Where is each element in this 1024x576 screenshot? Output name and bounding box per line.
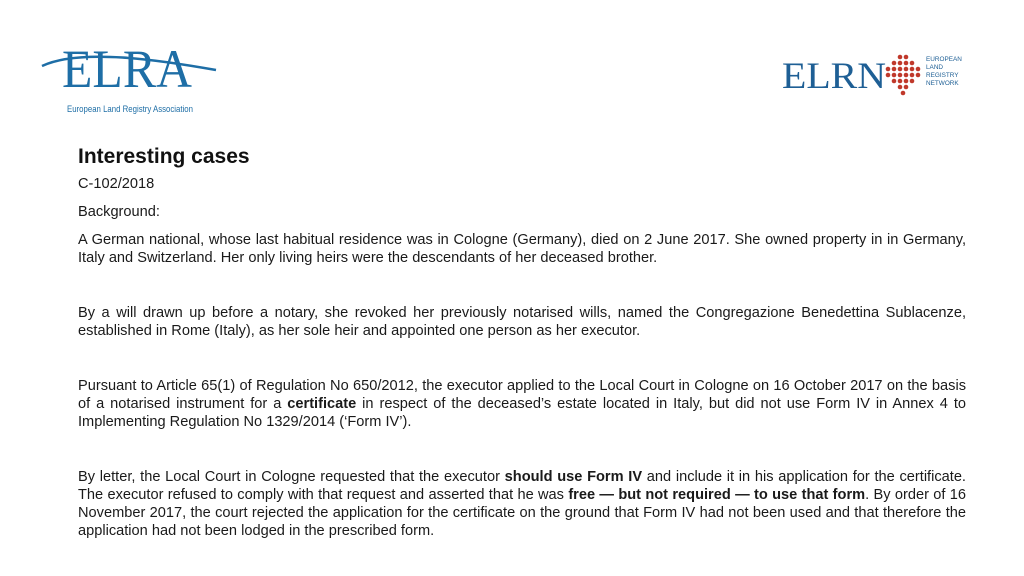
paragraph-3: Pursuant to Article 65(1) of Regulation No 650/2012, the executor applied to the Local Court in Cologne on 16 October 2017 on the basis of a notarised instrument for a certificate in respect of the deceased’s estate located in Italy, but did not use Form IV in Annex 4 to Implementing Regulation No 1329/2014 (‘Form IV’). [78,378,966,430]
background-label: Background: [78,204,160,220]
elrn-logo [782,50,972,98]
elrn-caption-4: NETWORK [926,80,959,87]
emphasis-certificate: certificate [287,396,357,412]
emphasis-free-not-required: free — but not required — to use that form [568,487,866,503]
elrn-caption-3: REGISTRY [926,72,959,79]
slide-title: Interesting cases [78,145,250,168]
case-number: C-102/2018 [78,176,155,192]
elra-mark: ELRA [62,39,192,99]
slide-content [78,143,966,540]
elrn-caption-2: LAND [926,64,944,71]
paragraph-4: By letter, the Local Court in Cologne requested that the executor should use Form IV and include it in his application for the certificate. The executor refused to comply with that request and asserted that he was free — but not required — to use that form. By order of 16 November 2017, the court rejected the application for the certificate on the ground that Form IV had not been used and that therefore the application had not been lodged in the prescribed form. [78,469,966,539]
paragraph-2: By a will drawn up before a notary, she revoked her previously notarised wills, named the Congregazione Benedettina Sublacenze, established in Rome (Italy), as her sole heir and appointed one person as her executor. [78,305,966,339]
elrn-mark: ELRN [782,56,886,97]
elra-caption: European Land Registry Association [67,104,193,115]
elra-logo [40,30,220,120]
elrn-caption-1: EUROPEAN [926,56,962,63]
emphasis-form-iv: should use Form IV [504,469,643,485]
paragraph-1: A German national, whose last habitual residence was in Cologne (Germany), died on 2 June 2017. She owned property in in Germany, Italy and Switzerland. Her only living heirs were the descendants of her deceased brother. [78,232,966,266]
elrn-dots-icon [886,55,921,96]
